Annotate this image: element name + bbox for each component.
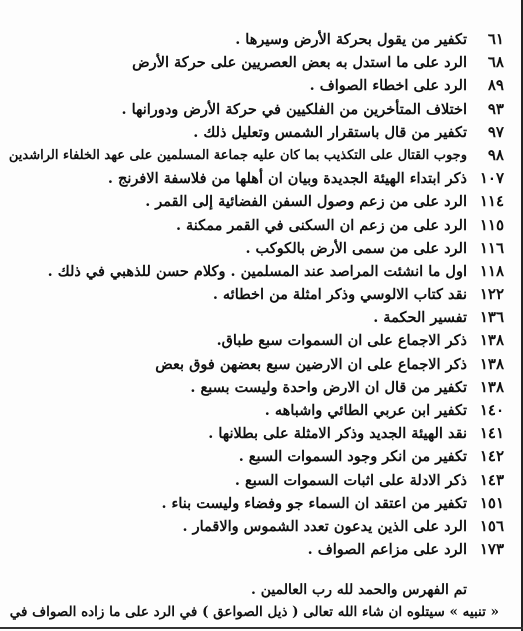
toc-entry-title: الرد على الذين يدعون تعدد الشموس والاقمار . bbox=[182, 517, 467, 535]
toc-entry-title: اختلاف المتأخرين من الفلكيين في حركة الأرض ودورانها . bbox=[121, 100, 467, 118]
toc-entry-title: نقد كتاب الالوسي وذكر امثلة من اخطائه . bbox=[212, 286, 467, 304]
toc-page-number: ١٧٣ bbox=[479, 540, 504, 559]
toc-page-number: ١٣٨ bbox=[479, 354, 504, 373]
toc-page-number: ١٣٨ bbox=[479, 377, 504, 396]
toc-entry bbox=[0, 237, 523, 260]
toc-entry-title: تكفير من انكر وجود السموات السبع . bbox=[238, 448, 467, 466]
toc-entry-title: ذكر الاجماع على ان السموات سبع طباق. bbox=[216, 332, 467, 350]
toc-entry-title: تكفير من اعتقد ان السماء جو وفضاء وليست بناء . bbox=[161, 494, 467, 512]
toc-page-number: ١٥٦ bbox=[479, 516, 504, 535]
toc-entry-title: نقد الهيئة الجديد وذكر الامثلة على بطلانها . bbox=[208, 425, 467, 443]
toc-entry-title: تكفير من قال ان الارض واحدة وليست بسبع . bbox=[190, 378, 467, 396]
toc-entry bbox=[0, 445, 523, 468]
toc-page-number: ٩٣ bbox=[487, 99, 504, 118]
toc-entry-title: تكفير ابن عربي الطائي واشباهه . bbox=[264, 402, 467, 419]
toc-entry bbox=[0, 353, 523, 376]
toc-entry bbox=[0, 492, 523, 515]
toc-entry bbox=[0, 51, 523, 74]
toc-page-number: ١١٨ bbox=[479, 261, 504, 280]
note-line: « تنبيه » سيتلوه ان شاء الله تعالى ( ذيل الصواعق ) في الرد على ما زاده الصواف في bbox=[9, 604, 499, 620]
page-bottom-edge bbox=[0, 627, 523, 629]
toc-entry bbox=[0, 399, 523, 422]
toc-page-number: ٦١ bbox=[487, 30, 504, 48]
toc-page-number: ١١٦ bbox=[479, 238, 504, 257]
toc-page-number: ١٣٦ bbox=[479, 308, 504, 327]
toc-page-number: ٩٨ bbox=[487, 145, 504, 164]
toc-entry bbox=[0, 329, 523, 352]
toc-entry bbox=[0, 190, 523, 213]
toc-entry-title: تفسير الحكمة . bbox=[373, 309, 467, 327]
toc-entry bbox=[0, 376, 523, 399]
toc-page-number: ١٤١ bbox=[479, 424, 504, 443]
closing-line: تم الفهرس والحمد لله رب العالمين . bbox=[251, 582, 467, 598]
toc-entry bbox=[0, 260, 523, 283]
toc-entry-title: ذكر الاجماع على ان الارضين سبع بعضهن فوق بعض bbox=[155, 355, 467, 373]
toc-page-number: ١١٤ bbox=[479, 192, 504, 211]
toc-page-number: ١٣٨ bbox=[479, 331, 504, 350]
toc-page-number: ١٠٧ bbox=[479, 169, 504, 188]
toc-page-number: ١١٥ bbox=[479, 215, 504, 234]
toc-page-number: ١٢٢ bbox=[479, 285, 504, 304]
toc-entry bbox=[0, 98, 523, 121]
toc-page-number: ١٤٢ bbox=[479, 447, 504, 466]
toc-entry bbox=[0, 306, 523, 329]
toc-entry bbox=[0, 144, 523, 167]
toc-entry bbox=[0, 283, 523, 306]
toc-entry bbox=[0, 167, 523, 190]
toc-entry-title: الرد على مزاعم الصواف . bbox=[307, 541, 467, 559]
toc-page-number: ١٥١ bbox=[479, 493, 504, 512]
table-of-contents bbox=[0, 28, 523, 561]
toc-entry bbox=[0, 422, 523, 445]
toc-entry-title: ذكر الادلة على اثبات السموات السبع . bbox=[234, 471, 467, 489]
toc-page-number: ٨٩ bbox=[487, 76, 504, 95]
toc-entry bbox=[0, 74, 523, 97]
toc-entry-title: اول ما انشئت المراصد عند المسلمين . وكلام حسن للذهبي في ذلك . bbox=[47, 262, 467, 280]
toc-entry-title: الرد على ما استدل به بعض العصريين على حركة الأرض bbox=[132, 54, 467, 72]
toc-entry-title: الرد على من زعم ان السكنى في القمر ممكنة . bbox=[175, 216, 467, 234]
toc-entry bbox=[0, 214, 523, 237]
toc-entry-title: ذكر ابتداء الهيئة الجديدة وبيان ان أهلها من فلاسفة الافرنج . bbox=[107, 170, 467, 188]
toc-page-number: ٩٧ bbox=[487, 122, 504, 141]
toc-entry bbox=[0, 121, 523, 144]
toc-entry bbox=[0, 515, 523, 538]
toc-page-number: ٦٨ bbox=[487, 53, 504, 72]
toc-entry-title: الرد على من زعم وصول السفن الفضائية إلى القمر . bbox=[145, 193, 467, 211]
toc-page-number: ١٤٠ bbox=[479, 401, 504, 419]
toc-entry-title: تكفير من قال باستقرار الشمس وتعليل ذلك . bbox=[193, 123, 467, 141]
toc-entry bbox=[0, 469, 523, 492]
toc-page-number: ١٤٣ bbox=[479, 470, 504, 489]
toc-entry bbox=[0, 28, 523, 51]
toc-entry-title: تكفير من يقول بحركة الأرض وسيرها . bbox=[235, 31, 467, 48]
toc-entry bbox=[0, 538, 523, 561]
toc-entry-title: وجوب القتال على التكذيب بما كان عليه جماعة المسلمين على عهد الخلفاء الراشدين bbox=[8, 147, 467, 163]
toc-entry-title: الرد على من سمى الأرض بالكوكب . bbox=[245, 239, 467, 257]
toc-entry-title: الرد على اخطاء الصواف . bbox=[309, 77, 467, 95]
